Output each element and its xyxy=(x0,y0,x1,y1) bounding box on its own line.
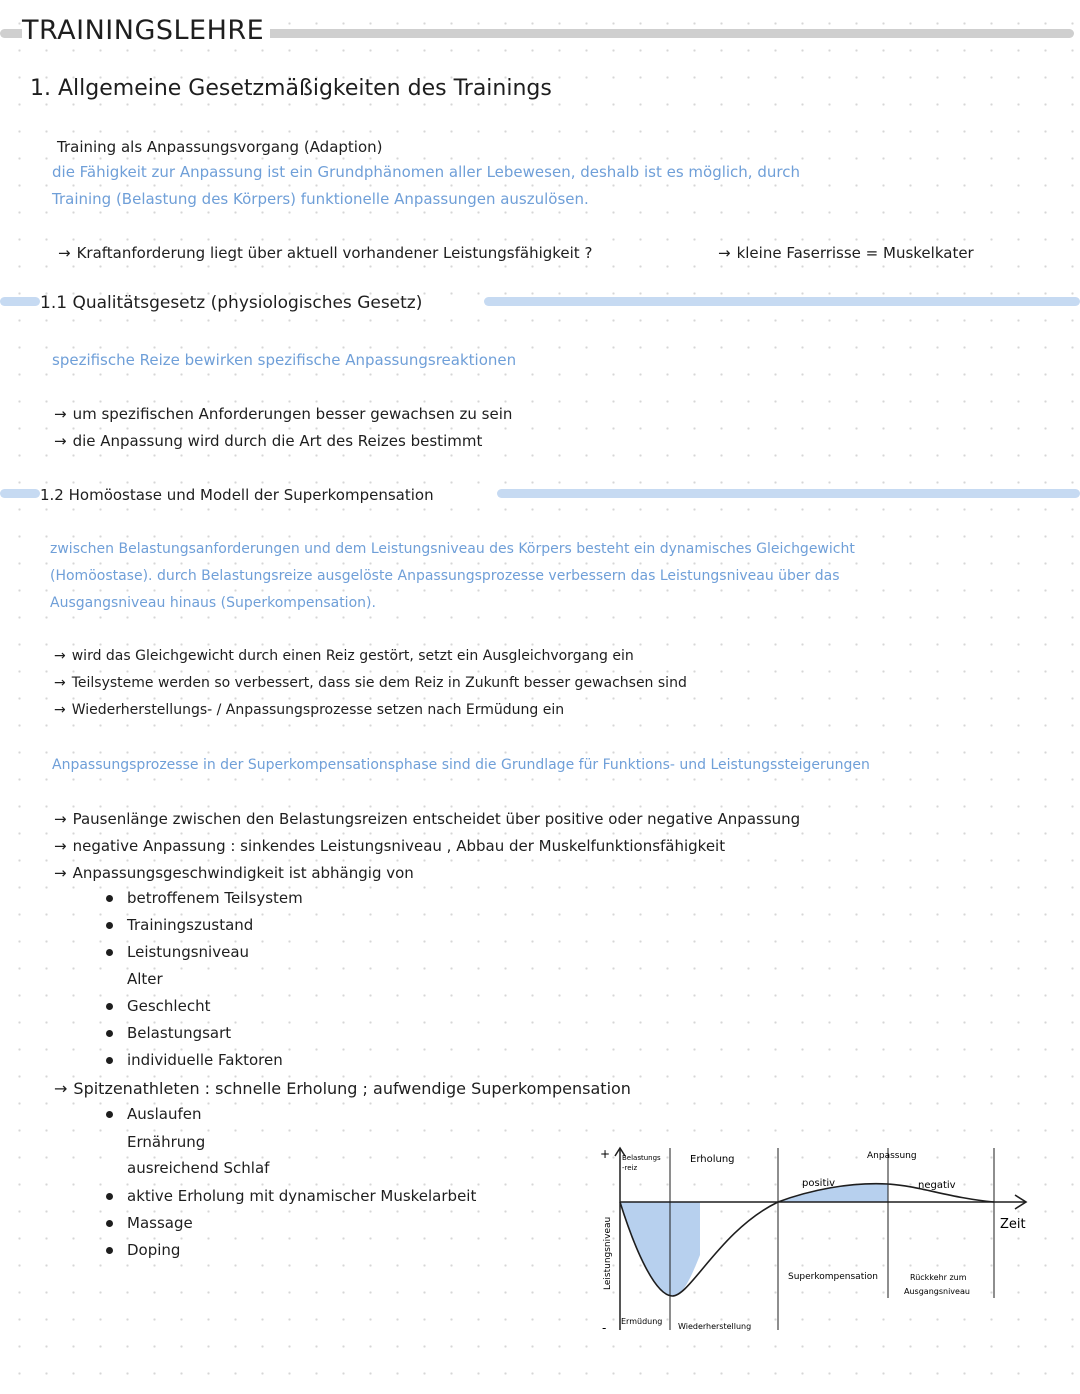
arrow-right-icon: → xyxy=(54,432,67,450)
factor-item: individuelle Faktoren xyxy=(106,1051,283,1069)
section-1-2-heading: 1.2 Homöostase und Modell der Superkompensation xyxy=(40,486,434,504)
bullet-icon xyxy=(106,1030,113,1037)
section-1-definition-line2: Training (Belastung des Körpers) funktionelle Anpassungen auszulösen. xyxy=(52,190,589,208)
athlete-item: Massage xyxy=(106,1214,193,1232)
bullet-icon xyxy=(106,1057,113,1064)
question-text: Kraftanforderung liegt über aktuell vorhandener Leistungsfähigkeit ? xyxy=(76,244,593,262)
athlete-item: aktive Erholung mit dynamischer Muskelarbeit xyxy=(106,1187,476,1205)
factor-item: Belastungsart xyxy=(106,1024,231,1042)
arrow-right-icon: → xyxy=(54,864,67,882)
erholung-label: Erholung xyxy=(690,1154,735,1165)
arrow-right-icon: → xyxy=(54,810,67,828)
section-1-2-point2: → Pausenlänge zwischen den Belastungsreizen entscheidet über positive oder negative Anpassung xyxy=(54,810,801,828)
bullet-icon xyxy=(106,1193,113,1200)
belastungsreiz-label-2: -reiz xyxy=(622,1164,638,1172)
bullet-icon xyxy=(106,922,113,929)
section-1-2-point: → wird das Gleichgewicht durch einen Reiz gestört, setzt ein Ausgleichvorgang ein xyxy=(54,648,634,664)
section-1-2-statement: Anpassungsprozesse in der Superkompensationsphase sind die Grundlage für Funktions- und Leistungssteigerungen xyxy=(52,757,870,773)
section-1-1-point: → um spezifischen Anforderungen besser gewachsen zu sein xyxy=(54,405,513,423)
bullet-icon xyxy=(106,1111,113,1118)
section-1-1-bar-right xyxy=(484,297,1080,306)
anpassung-label: Anpassung xyxy=(867,1151,917,1161)
athlete-item: Ernährung xyxy=(127,1133,206,1151)
arrow-right-icon: → xyxy=(54,675,66,691)
section-1-2-definition-line3: Ausgangsniveau hinaus (Superkompensation). xyxy=(50,595,376,611)
section-1-2-definition-line2: (Homöostase). durch Belastungsreize ausgelöste Anpassungsprozesse verbessern das Leistungsniveau über das xyxy=(50,568,840,584)
arrow-right-icon: → xyxy=(54,702,66,718)
bullet-icon xyxy=(106,1003,113,1010)
bullet-icon xyxy=(106,949,113,956)
negativ-label: negativ xyxy=(918,1180,956,1191)
section-1-question xyxy=(58,244,592,262)
arrow-right-icon: → xyxy=(54,648,66,664)
positiv-label: positiv xyxy=(802,1178,836,1189)
factor-item: betroffenem Teilsystem xyxy=(106,889,303,907)
athlete-item: Auslaufen xyxy=(106,1105,201,1123)
answer-text: kleine Faserrisse = Muskelkater xyxy=(736,244,974,262)
y-axis-label: Leistungsniveau xyxy=(603,1216,613,1290)
athlete-item: Doping xyxy=(106,1241,180,1259)
belastungsreiz-label-1: Belastungs xyxy=(622,1154,661,1162)
section-1-2-point2: → negative Anpassung : sinkendes Leistungsniveau , Abbau der Muskelfunktionsfähigkeit xyxy=(54,837,726,855)
athletes-line: → Spitzenathleten : schnelle Erholung ; aufwendige Superkompensation xyxy=(54,1079,631,1098)
arrow-right-icon: → xyxy=(58,244,71,262)
section-1-heading: 1. Allgemeine Gesetzmäßigkeiten des Trainings xyxy=(30,76,552,101)
page-title: TRAININGSLEHRE xyxy=(22,15,270,46)
section-1-2-point: → Teilsysteme werden so verbessert, dass sie dem Reiz in Zukunft besser gewachsen sind xyxy=(54,675,687,691)
rueckkehr-label-1: Rückkehr zum xyxy=(910,1273,967,1282)
zeit-label: Zeit xyxy=(1000,1217,1026,1232)
arrow-right-icon: → xyxy=(54,405,67,423)
plus-label: + xyxy=(600,1147,611,1161)
athlete-item: ausreichend Schlaf xyxy=(127,1159,270,1177)
section-1-answer xyxy=(718,244,974,262)
wiederherstellung-label: Wiederherstellung xyxy=(678,1322,752,1331)
bullet-icon xyxy=(106,1220,113,1227)
section-1-1-heading: 1.1 Qualitätsgesetz (physiologisches Gesetz) xyxy=(40,293,423,313)
arrow-right-icon: → xyxy=(718,244,731,262)
section-1-2-bar-right xyxy=(497,489,1080,498)
section-1-2-point: → Wiederherstellungs- / Anpassungsprozesse setzen nach Ermüdung ein xyxy=(54,702,565,718)
factor-item: Geschlecht xyxy=(106,997,210,1015)
factor-item: Alter xyxy=(127,970,163,988)
section-1-2-definition-line1: zwischen Belastungsanforderungen und dem Leistungsniveau des Körpers besteht ein dynamisches Gleichgewicht xyxy=(50,541,855,557)
section-1-1-point: → die Anpassung wird durch die Art des Reizes bestimmt xyxy=(54,432,483,450)
ermuedung-area xyxy=(620,1202,700,1296)
bullet-icon xyxy=(106,1247,113,1254)
superkompensation-diagram xyxy=(590,1140,1040,1340)
section-1-definition-line1: die Fähigkeit zur Anpassung ist ein Grundphänomen aller Lebewesen, deshalb ist es möglich, durch xyxy=(52,163,800,181)
arrow-right-icon: → xyxy=(54,837,67,855)
section-1-subheading: Training als Anpassungsvorgang (Adaption) xyxy=(57,138,383,156)
factor-item: Leistungsniveau xyxy=(106,943,249,961)
section-1-1-statement: spezifische Reize bewirken spezifische Anpassungsreaktionen xyxy=(52,351,517,369)
superkompensation-label: Superkompensation xyxy=(788,1272,878,1282)
section-1-2-bar-left xyxy=(0,489,40,498)
section-1-2-point2: → Anpassungsgeschwindigkeit ist abhängig von xyxy=(54,864,414,882)
factor-item: Trainingszustand xyxy=(106,916,253,934)
ermuedung-label: Ermüdung xyxy=(621,1317,663,1326)
minus-label: - xyxy=(602,1321,607,1335)
bullet-icon xyxy=(106,895,113,902)
section-1-1-bar-left xyxy=(0,297,40,306)
arrow-right-icon: → xyxy=(54,1079,68,1098)
rueckkehr-label-2: Ausgangsniveau xyxy=(904,1287,970,1296)
